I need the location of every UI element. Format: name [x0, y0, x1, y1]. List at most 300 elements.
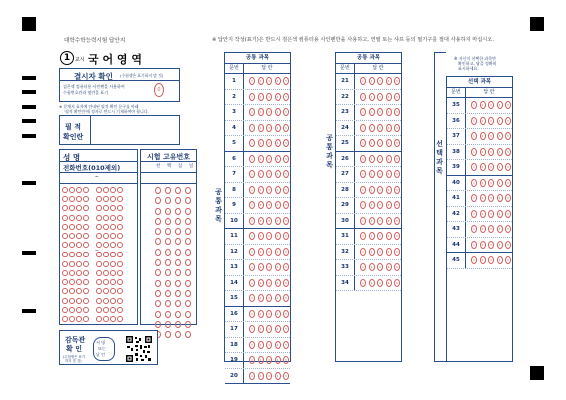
digit-bubble[interactable] [185, 290, 191, 297]
answer-bubble[interactable]: 5 [283, 356, 289, 364]
answer-bubble[interactable]: 4 [275, 170, 281, 178]
answer-bubble[interactable]: 1 [249, 186, 255, 194]
digit-bubble[interactable] [96, 252, 102, 258]
digit-bubble[interactable] [83, 196, 89, 202]
answer-bubble[interactable]: 5 [283, 139, 289, 147]
answer-bubble[interactable]: 1 [471, 163, 477, 171]
answer-bubble[interactable]: 2 [258, 279, 264, 287]
answer-bubble[interactable]: 2 [480, 117, 486, 125]
digit-bubble[interactable] [69, 252, 75, 258]
answer-bubble[interactable]: 5 [394, 279, 400, 287]
answer-bubble[interactable]: 4 [275, 279, 281, 287]
digit-bubble[interactable] [76, 196, 82, 202]
digit-bubble[interactable] [96, 242, 102, 248]
digit-bubble[interactable] [155, 187, 161, 194]
digit-bubble[interactable] [69, 270, 75, 276]
answer-bubble[interactable]: 5 [394, 77, 400, 85]
answer-bubble[interactable]: 3 [266, 341, 272, 349]
answer-bubble[interactable]: 1 [249, 341, 255, 349]
answer-bubble[interactable]: 4 [275, 108, 281, 116]
answer-bubble[interactable]: 5 [283, 279, 289, 287]
digit-bubble[interactable] [69, 316, 75, 322]
digit-bubble[interactable] [175, 228, 181, 235]
digit-bubble[interactable] [117, 242, 123, 248]
digit-bubble[interactable] [62, 270, 68, 276]
answer-bubble[interactable]: 3 [377, 217, 383, 225]
digit-bubble[interactable] [117, 252, 123, 258]
answer-bubble[interactable]: 2 [258, 155, 264, 163]
digit-bubble[interactable] [103, 298, 109, 304]
digit-bubble[interactable] [185, 238, 191, 245]
digit-bubble[interactable] [175, 269, 181, 276]
answer-bubble[interactable]: 5 [394, 155, 400, 163]
digit-bubble[interactable] [165, 269, 171, 276]
digit-bubble[interactable] [175, 300, 181, 307]
answer-bubble[interactable]: 5 [283, 325, 289, 333]
digit-bubble[interactable] [185, 269, 191, 276]
digit-bubble[interactable] [117, 205, 123, 211]
answer-bubble[interactable]: 2 [369, 108, 375, 116]
answer-bubble[interactable]: 4 [497, 241, 503, 249]
answer-bubble[interactable]: 4 [275, 217, 281, 225]
answer-bubble[interactable]: 3 [266, 124, 272, 132]
answer-bubble[interactable]: 3 [266, 248, 272, 256]
answer-bubble[interactable]: 1 [249, 325, 255, 333]
answer-bubble[interactable]: 1 [471, 117, 477, 125]
answer-bubble[interactable]: 4 [275, 93, 281, 101]
digit-bubble[interactable] [76, 215, 82, 221]
answer-bubble[interactable]: 1 [249, 77, 255, 85]
answer-bubble[interactable]: 5 [394, 139, 400, 147]
digit-bubble[interactable] [110, 196, 116, 202]
answer-bubble[interactable]: 5 [283, 124, 289, 132]
answer-bubble[interactable]: 4 [275, 356, 281, 364]
answer-bubble[interactable]: 4 [497, 256, 503, 264]
answer-bubble[interactable]: 5 [283, 201, 289, 209]
answer-bubble[interactable]: 3 [488, 225, 494, 233]
answer-bubble[interactable]: 2 [480, 194, 486, 202]
answer-bubble[interactable]: 4 [275, 325, 281, 333]
digit-bubble[interactable] [69, 205, 75, 211]
digit-bubble[interactable] [117, 233, 123, 239]
answer-bubble[interactable]: 3 [488, 148, 494, 156]
answer-bubble[interactable]: 3 [377, 170, 383, 178]
digit-bubble[interactable] [96, 298, 102, 304]
digit-bubble[interactable] [175, 208, 181, 215]
digit-bubble[interactable] [76, 205, 82, 211]
digit-bubble[interactable] [76, 252, 82, 258]
digit-bubble[interactable] [83, 252, 89, 258]
digit-bubble[interactable] [62, 205, 68, 211]
answer-bubble[interactable]: 3 [377, 124, 383, 132]
answer-bubble[interactable]: 1 [249, 232, 255, 240]
answer-bubble[interactable]: 1 [249, 139, 255, 147]
digit-bubble[interactable] [175, 249, 181, 256]
answer-bubble[interactable]: 3 [377, 232, 383, 240]
digit-bubble[interactable] [165, 290, 171, 297]
answer-bubble[interactable]: 5 [505, 256, 511, 264]
digit-bubble[interactable] [76, 270, 82, 276]
answer-bubble[interactable]: 5 [283, 341, 289, 349]
digit-bubble[interactable] [96, 261, 102, 267]
digit-bubble[interactable] [96, 196, 102, 202]
digit-bubble[interactable] [62, 316, 68, 322]
answer-bubble[interactable]: 3 [488, 210, 494, 218]
digit-bubble[interactable] [103, 187, 109, 193]
digit-bubble[interactable] [76, 279, 82, 285]
answer-bubble[interactable]: 4 [386, 201, 392, 209]
digit-bubble[interactable] [117, 270, 123, 276]
answer-bubble[interactable]: 5 [505, 148, 511, 156]
answer-bubble[interactable]: 1 [471, 132, 477, 140]
answer-bubble[interactable]: 2 [258, 217, 264, 225]
answer-bubble[interactable]: 2 [480, 148, 486, 156]
digit-bubble[interactable] [62, 215, 68, 221]
digit-bubble[interactable] [185, 280, 191, 287]
answer-bubble[interactable]: 4 [275, 201, 281, 209]
answer-bubble[interactable]: 5 [394, 186, 400, 194]
answer-bubble[interactable]: 5 [505, 179, 511, 187]
answer-bubble[interactable]: 5 [283, 170, 289, 178]
digit-bubble[interactable] [110, 279, 116, 285]
answer-bubble[interactable]: 4 [497, 225, 503, 233]
answer-bubble[interactable]: 4 [275, 341, 281, 349]
answer-bubble[interactable]: 3 [266, 139, 272, 147]
answer-bubble[interactable]: 1 [360, 93, 366, 101]
answer-bubble[interactable]: 4 [497, 101, 503, 109]
answer-bubble[interactable]: 3 [266, 155, 272, 163]
answer-bubble[interactable]: 5 [283, 372, 289, 380]
answer-bubble[interactable]: 3 [377, 139, 383, 147]
answer-bubble[interactable]: 3 [377, 186, 383, 194]
answer-bubble[interactable]: 5 [283, 155, 289, 163]
digit-bubble[interactable] [165, 311, 171, 318]
answer-bubble[interactable]: 3 [377, 77, 383, 85]
digit-bubble[interactable] [175, 197, 181, 204]
digit-bubble[interactable] [62, 288, 68, 294]
answer-bubble[interactable]: 2 [258, 170, 264, 178]
digit-bubble[interactable] [103, 252, 109, 258]
digit-bubble[interactable] [155, 249, 161, 256]
digit-bubble[interactable] [103, 270, 109, 276]
answer-bubble[interactable]: 1 [360, 232, 366, 240]
digit-bubble[interactable] [110, 261, 116, 267]
answer-bubble[interactable]: 2 [369, 217, 375, 225]
digit-bubble[interactable] [110, 270, 116, 276]
answer-bubble[interactable]: 4 [386, 248, 392, 256]
digit-bubble[interactable] [175, 238, 181, 245]
digit-bubble[interactable] [96, 270, 102, 276]
answer-bubble[interactable]: 4 [386, 186, 392, 194]
digit-bubble[interactable] [103, 288, 109, 294]
answer-bubble[interactable]: 3 [377, 155, 383, 163]
answer-bubble[interactable]: 2 [258, 263, 264, 271]
digit-bubble[interactable] [76, 233, 82, 239]
answer-bubble[interactable]: 5 [394, 124, 400, 132]
answer-bubble[interactable]: 4 [275, 232, 281, 240]
answer-bubble[interactable]: 2 [480, 256, 486, 264]
digit-bubble[interactable] [83, 307, 89, 313]
digit-bubble[interactable] [103, 307, 109, 313]
answer-bubble[interactable]: 2 [369, 93, 375, 101]
digit-bubble[interactable] [165, 187, 171, 194]
digit-bubble[interactable] [83, 233, 89, 239]
answer-bubble[interactable]: 5 [394, 232, 400, 240]
digit-bubble[interactable] [69, 279, 75, 285]
digit-bubble[interactable] [103, 242, 109, 248]
digit-bubble[interactable] [96, 215, 102, 221]
answer-bubble[interactable]: 3 [266, 372, 272, 380]
digit-bubble[interactable] [110, 298, 116, 304]
answer-bubble[interactable]: 5 [283, 93, 289, 101]
digit-bubble[interactable] [175, 259, 181, 266]
digit-bubble[interactable] [62, 224, 68, 230]
answer-bubble[interactable]: 3 [266, 170, 272, 178]
digit-bubble[interactable] [96, 224, 102, 230]
digit-bubble[interactable] [117, 196, 123, 202]
answer-bubble[interactable]: 2 [258, 310, 264, 318]
answer-bubble[interactable]: 2 [369, 263, 375, 271]
digit-bubble[interactable] [83, 242, 89, 248]
answer-bubble[interactable]: 5 [283, 248, 289, 256]
answer-bubble[interactable]: 2 [480, 225, 486, 233]
digit-bubble[interactable] [62, 252, 68, 258]
answer-bubble[interactable]: 4 [386, 232, 392, 240]
answer-bubble[interactable]: 2 [258, 93, 264, 101]
answer-bubble[interactable]: 4 [386, 124, 392, 132]
digit-bubble[interactable] [69, 288, 75, 294]
digit-bubble[interactable] [96, 205, 102, 211]
answer-bubble[interactable]: 5 [283, 232, 289, 240]
digit-bubble[interactable] [117, 316, 123, 322]
digit-bubble[interactable] [110, 252, 116, 258]
answer-bubble[interactable]: 2 [258, 341, 264, 349]
answer-bubble[interactable]: 3 [488, 241, 494, 249]
digit-bubble[interactable] [62, 242, 68, 248]
answer-bubble[interactable]: 1 [471, 210, 477, 218]
answer-bubble[interactable]: 1 [249, 248, 255, 256]
answer-bubble[interactable]: 4 [386, 93, 392, 101]
answer-bubble[interactable]: 1 [360, 263, 366, 271]
answer-bubble[interactable]: 1 [360, 248, 366, 256]
digit-bubble[interactable] [103, 224, 109, 230]
digit-bubble[interactable] [117, 307, 123, 313]
digit-bubble[interactable] [155, 269, 161, 276]
answer-bubble[interactable]: 4 [275, 77, 281, 85]
answer-bubble[interactable]: 1 [249, 263, 255, 271]
answer-bubble[interactable]: 3 [377, 263, 383, 271]
digit-bubble[interactable] [69, 196, 75, 202]
digit-bubble[interactable] [76, 242, 82, 248]
answer-bubble[interactable]: 3 [488, 101, 494, 109]
digit-bubble[interactable] [76, 261, 82, 267]
digit-bubble[interactable] [69, 215, 75, 221]
digit-bubble[interactable] [62, 279, 68, 285]
answer-bubble[interactable]: 1 [249, 279, 255, 287]
answer-bubble[interactable]: 5 [394, 217, 400, 225]
answer-bubble[interactable]: 4 [386, 77, 392, 85]
digit-bubble[interactable] [110, 307, 116, 313]
answer-bubble[interactable]: 3 [266, 108, 272, 116]
answer-bubble[interactable]: 1 [471, 194, 477, 202]
digit-bubble[interactable] [62, 187, 68, 193]
digit-bubble[interactable] [83, 298, 89, 304]
digit-bubble[interactable] [69, 242, 75, 248]
digit-bubble[interactable] [117, 288, 123, 294]
answer-bubble[interactable]: 2 [369, 124, 375, 132]
answer-bubble[interactable]: 1 [471, 101, 477, 109]
digit-bubble[interactable] [175, 290, 181, 297]
answer-bubble[interactable]: 3 [377, 108, 383, 116]
digit-bubble[interactable] [185, 249, 191, 256]
answer-bubble[interactable]: 3 [488, 163, 494, 171]
answer-bubble[interactable]: 2 [369, 139, 375, 147]
digit-bubble[interactable] [165, 249, 171, 256]
answer-bubble[interactable]: 1 [249, 356, 255, 364]
answer-bubble[interactable]: 1 [360, 155, 366, 163]
answer-bubble[interactable]: 1 [360, 186, 366, 194]
answer-bubble[interactable]: 3 [266, 93, 272, 101]
answer-bubble[interactable]: 3 [488, 256, 494, 264]
answer-bubble[interactable]: 5 [505, 117, 511, 125]
answer-bubble[interactable]: 5 [394, 263, 400, 271]
answer-bubble[interactable]: 2 [258, 294, 264, 302]
digit-bubble[interactable] [83, 187, 89, 193]
answer-bubble[interactable]: 3 [266, 263, 272, 271]
digit-bubble[interactable] [110, 215, 116, 221]
answer-bubble[interactable]: 5 [394, 108, 400, 116]
answer-bubble[interactable]: 2 [258, 108, 264, 116]
digit-bubble[interactable] [185, 331, 191, 338]
answer-bubble[interactable]: 4 [386, 139, 392, 147]
digit-bubble[interactable] [110, 233, 116, 239]
digit-bubble[interactable] [185, 300, 191, 307]
digit-bubble[interactable] [175, 187, 181, 194]
digit-bubble[interactable] [155, 280, 161, 287]
answer-bubble[interactable]: 5 [394, 248, 400, 256]
answer-bubble[interactable]: 5 [283, 108, 289, 116]
answer-bubble[interactable]: 2 [258, 356, 264, 364]
answer-bubble[interactable]: 1 [360, 139, 366, 147]
answer-bubble[interactable]: 2 [369, 279, 375, 287]
digit-bubble[interactable] [175, 280, 181, 287]
digit-bubble[interactable] [96, 233, 102, 239]
answer-bubble[interactable]: 2 [480, 179, 486, 187]
answer-bubble[interactable]: 1 [249, 201, 255, 209]
answer-bubble[interactable]: 5 [283, 186, 289, 194]
digit-bubble[interactable] [96, 316, 102, 322]
answer-bubble[interactable]: 3 [377, 201, 383, 209]
digit-bubble[interactable] [165, 208, 171, 215]
answer-bubble[interactable]: 1 [360, 108, 366, 116]
answer-bubble[interactable]: 4 [275, 248, 281, 256]
digit-bubble[interactable] [165, 280, 171, 287]
digit-bubble[interactable] [69, 298, 75, 304]
answer-bubble[interactable]: 1 [249, 372, 255, 380]
answer-bubble[interactable]: 4 [497, 132, 503, 140]
answer-bubble[interactable]: 5 [505, 241, 511, 249]
answer-bubble[interactable]: 1 [471, 225, 477, 233]
answer-bubble[interactable]: 2 [258, 372, 264, 380]
digit-bubble[interactable] [96, 307, 102, 313]
answer-bubble[interactable]: 4 [386, 108, 392, 116]
answer-bubble[interactable]: 4 [497, 163, 503, 171]
digit-bubble[interactable] [83, 215, 89, 221]
digit-bubble[interactable] [96, 288, 102, 294]
digit-bubble[interactable] [103, 279, 109, 285]
answer-bubble[interactable]: 2 [369, 186, 375, 194]
answer-bubble[interactable]: 1 [360, 77, 366, 85]
digit-bubble[interactable] [117, 224, 123, 230]
digit-bubble[interactable] [155, 259, 161, 266]
answer-bubble[interactable]: 4 [497, 210, 503, 218]
answer-bubble[interactable]: 1 [249, 93, 255, 101]
digit-bubble[interactable] [117, 215, 123, 221]
digit-bubble[interactable] [117, 279, 123, 285]
answer-bubble[interactable]: 4 [386, 170, 392, 178]
answer-bubble[interactable]: 2 [258, 139, 264, 147]
answer-bubble[interactable]: 1 [471, 148, 477, 156]
digit-bubble[interactable] [155, 311, 161, 318]
digit-bubble[interactable] [69, 307, 75, 313]
answer-bubble[interactable]: 4 [275, 294, 281, 302]
digit-bubble[interactable] [155, 228, 161, 235]
phone-bubble-grid[interactable] [62, 187, 137, 322]
digit-bubble[interactable] [62, 298, 68, 304]
answer-bubble[interactable]: 2 [480, 163, 486, 171]
answer-bubble[interactable]: 3 [266, 356, 272, 364]
digit-bubble[interactable] [165, 238, 171, 245]
digit-bubble[interactable] [155, 300, 161, 307]
digit-bubble[interactable] [165, 300, 171, 307]
answer-bubble[interactable]: 3 [488, 117, 494, 125]
digit-bubble[interactable] [62, 233, 68, 239]
answer-bubble[interactable]: 5 [505, 163, 511, 171]
digit-bubble[interactable] [83, 205, 89, 211]
answer-bubble[interactable]: 2 [258, 201, 264, 209]
answer-bubble[interactable]: 3 [266, 294, 272, 302]
answer-bubble[interactable]: 2 [369, 77, 375, 85]
answer-bubble[interactable]: 3 [266, 217, 272, 225]
answer-bubble[interactable]: 4 [497, 117, 503, 125]
absentee-mark-bubble[interactable]: 0 [154, 83, 164, 97]
digit-bubble[interactable] [165, 228, 171, 235]
answer-bubble[interactable]: 4 [386, 279, 392, 287]
answer-bubble[interactable]: 5 [505, 225, 511, 233]
answer-bubble[interactable]: 3 [488, 179, 494, 187]
answer-bubble[interactable]: 5 [394, 170, 400, 178]
digit-bubble[interactable] [185, 259, 191, 266]
digit-bubble[interactable] [76, 187, 82, 193]
answer-bubble[interactable]: 2 [258, 232, 264, 240]
digit-bubble[interactable] [117, 187, 123, 193]
answer-bubble[interactable]: 2 [480, 132, 486, 140]
digit-bubble[interactable] [185, 321, 191, 328]
answer-bubble[interactable]: 2 [480, 101, 486, 109]
digit-bubble[interactable] [69, 261, 75, 267]
answer-bubble[interactable]: 2 [480, 210, 486, 218]
answer-bubble[interactable]: 3 [488, 132, 494, 140]
answer-bubble[interactable]: 2 [258, 248, 264, 256]
digit-bubble[interactable] [185, 208, 191, 215]
digit-bubble[interactable] [110, 316, 116, 322]
digit-bubble[interactable] [155, 218, 161, 225]
answer-bubble[interactable]: 4 [275, 155, 281, 163]
answer-bubble[interactable]: 2 [258, 325, 264, 333]
answer-bubble[interactable]: 1 [360, 201, 366, 209]
answer-bubble[interactable]: 1 [360, 217, 366, 225]
digit-bubble[interactable] [62, 261, 68, 267]
